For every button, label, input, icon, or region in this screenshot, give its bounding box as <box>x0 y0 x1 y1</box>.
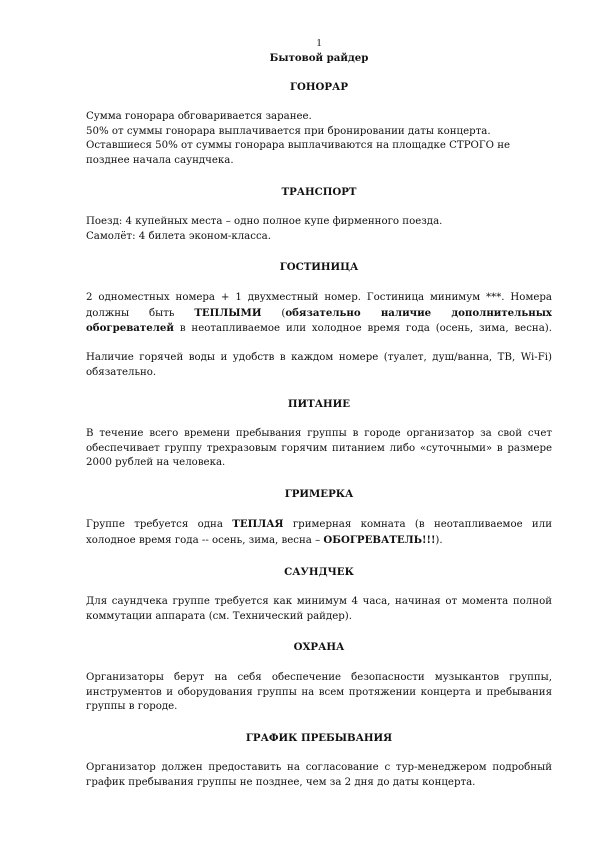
soundcheck-paragraph: Для саундчека группе требуется как минимум 4 часа, начиная от момента полной коммутации аппарата (см. Технический райдер). <box>86 596 552 622</box>
fee-line-1: Сумма гонорара обговаривается заранее. <box>86 111 312 123</box>
heading-hotel: ГОСТИНИЦА <box>279 261 359 274</box>
fee-line-2: 50% от суммы гонорара выплачивается при бронировании даты концерта. <box>86 125 491 137</box>
dressing-paragraph <box>86 517 552 548</box>
schedule-paragraph: Организатор должен предоставить на согласование с тур-менеджером подробный график пребывания группы не позднее, чем за 2 дня до даты концерта. <box>86 762 552 788</box>
heading-fee: ГОНОРАР <box>289 80 349 93</box>
dressing-text-e: ). <box>435 535 443 547</box>
dressing-heater-emphasis: ОБОГРЕВАТЕЛЬ!!! <box>323 534 436 547</box>
hotel-text-c: ( <box>261 307 286 319</box>
dressing-warm-emphasis: ТЕПЛАЯ <box>232 518 284 531</box>
transport-line-2: Самолёт: 4 билета эконом-класса. <box>86 230 271 242</box>
hotel-heater-emphasis: обязательно наличие дополнительных обогревателей <box>86 306 552 335</box>
document-page <box>86 36 552 791</box>
fee-line-3: Оставшиеся 50% от суммы гонорара выплачиваются на площадке СТРОГО не <box>86 140 511 152</box>
dressing-text-c: гримерная комната (в неотапливаемое или холодное время года -- осень, зима, весна – <box>86 519 552 547</box>
dressing-text-a: Группе требуется одна <box>86 519 233 531</box>
heading-soundcheck: САУНДЧЕК <box>284 565 354 578</box>
hotel-text-a: 2 одноместных номера + 1 двухместный номер. Гостиница минимум ***. Номера должны быть <box>86 291 552 319</box>
hotel-paragraph-2: Наличие горячей воды и удобств в каждом номере (туалет, душ/ванна, ТВ, Wi-Fi) обязательно. <box>86 352 552 378</box>
heading-food: ПИТАНИЕ <box>287 397 351 410</box>
hotel-paragraph-1 <box>86 291 552 351</box>
fee-line-4: позднее начала саундчека. <box>86 154 234 166</box>
heading-security: ОХРАНА <box>293 641 345 654</box>
security-paragraph: Организаторы берут на себя обеспечение безопасности музыкантов группы, инструментов и оборудования группы на всем протяжении концерта и пребывания группы в городе. <box>86 672 552 713</box>
heading-transport: ТРАНСПОРТ <box>281 185 357 198</box>
heading-schedule: ГРАФИК ПРЕБЫВАНИЯ <box>245 731 393 744</box>
heading-dressing-room: ГРИМЕРКА <box>284 487 354 500</box>
hotel-text-e: в неотапливаемое или холодное время года (осень, зима, весна). <box>173 323 552 335</box>
page-number: 1 <box>316 37 322 49</box>
document-title: Бытовой райдер <box>269 52 369 64</box>
hotel-warm-emphasis: ТЕПЛЫМИ <box>194 306 262 319</box>
food-paragraph: В течение всего времени пребывания группы в городе организатор за свой счет обеспечивает группу трехразовым горячим питанием либо «суточными» в размере 2000 рублей на человека. <box>86 428 552 469</box>
transport-line-1: Поезд: 4 купейных места – одно полное купе фирменного поезда. <box>86 216 443 228</box>
